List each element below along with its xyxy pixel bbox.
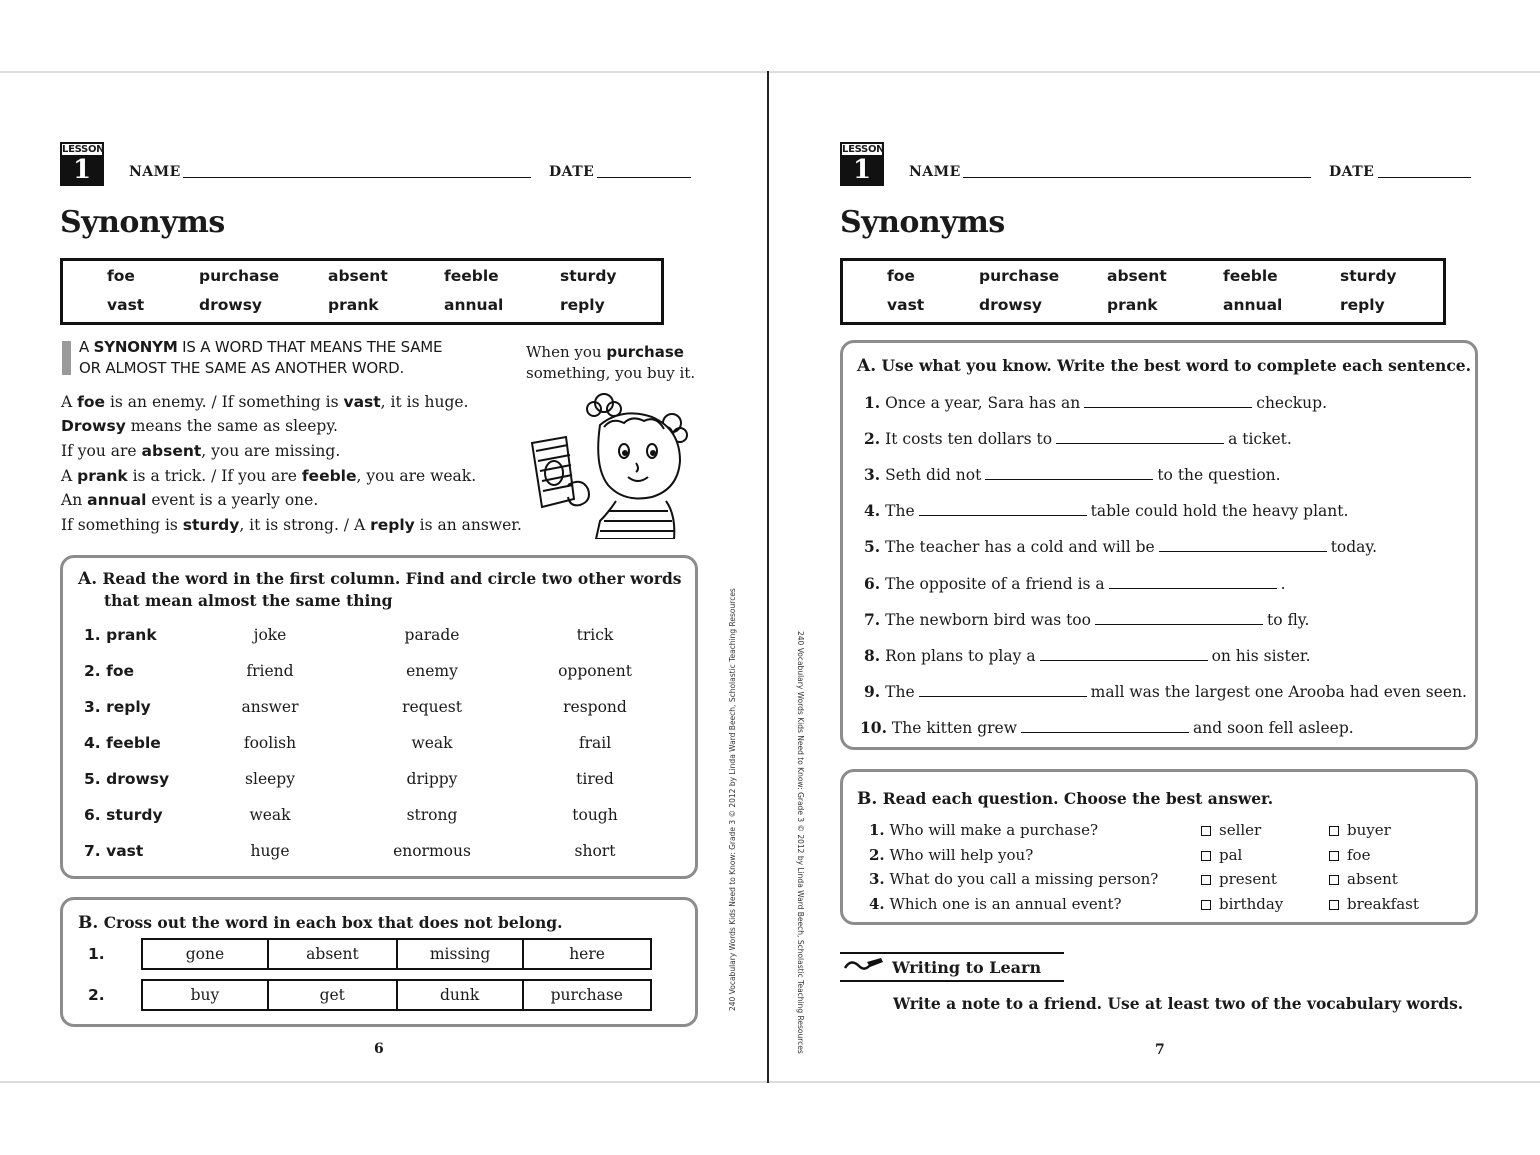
sentence-item: 9. The mall was the largest one Arooba had even seen. xyxy=(864,682,1467,701)
date-label: DATE xyxy=(1329,164,1375,180)
answer-option[interactable]: breakfast xyxy=(1329,895,1419,913)
word-choice[interactable]: parade xyxy=(404,626,460,644)
question-item: 3. What do you call a missing person? xyxy=(869,870,1159,888)
page-title: Synonyms xyxy=(840,205,1005,240)
word-box-word: drowsy xyxy=(199,296,263,314)
row-word: 1. prank xyxy=(84,626,157,644)
word-box-word: prank xyxy=(1107,296,1158,314)
answer-option[interactable]: pal xyxy=(1201,846,1242,864)
word-choice[interactable]: opponent xyxy=(558,662,632,680)
word-choice[interactable]: request xyxy=(402,698,462,716)
sentence-item: 8. Ron plans to play a on his sister. xyxy=(864,646,1311,665)
cross-out-word[interactable]: dunk xyxy=(397,980,523,1010)
checkbox-icon[interactable] xyxy=(1329,851,1339,861)
question-item: 1. Who will make a purchase? xyxy=(869,821,1098,839)
answer-blank[interactable] xyxy=(919,686,1087,697)
date-field[interactable] xyxy=(597,177,691,178)
name-field[interactable] xyxy=(963,177,1311,178)
name-label: NAME xyxy=(909,164,961,180)
answer-option[interactable]: seller xyxy=(1201,821,1261,839)
row-word: 2. foe xyxy=(84,662,134,680)
answer-blank[interactable] xyxy=(1040,650,1208,661)
definition-line: An annual event is a yearly one. xyxy=(61,491,319,509)
row-number: 2. xyxy=(88,986,105,1004)
definition-line: If something is sturdy, it is strong. / A reply is an answer. xyxy=(61,516,522,534)
answer-blank[interactable] xyxy=(919,505,1087,516)
section-a-heading: A. Use what you know. Write the best word to complete each sentence. xyxy=(857,356,1472,376)
date-field[interactable] xyxy=(1378,177,1471,178)
answer-blank[interactable] xyxy=(1084,397,1252,408)
cross-out-word[interactable]: get xyxy=(268,980,397,1010)
word-choice[interactable]: respond xyxy=(563,698,627,716)
cross-out-word[interactable]: purchase xyxy=(523,980,651,1010)
word-choice[interactable]: frail xyxy=(578,734,612,752)
word-choice[interactable]: enormous xyxy=(393,842,471,860)
word-box-word: vast xyxy=(887,296,925,314)
row-word: 4. feeble xyxy=(84,734,161,752)
word-choice[interactable]: short xyxy=(574,842,616,860)
word-box-word: drowsy xyxy=(979,296,1043,314)
page-number: 6 xyxy=(374,1041,384,1057)
cross-out-box xyxy=(141,979,652,1011)
answer-option[interactable]: absent xyxy=(1329,870,1398,888)
name-label: NAME xyxy=(129,164,181,180)
checkbox-icon[interactable] xyxy=(1329,900,1339,910)
word-choice[interactable]: enemy xyxy=(406,662,458,680)
word-box-word: foe xyxy=(107,267,135,285)
word-box-word: reply xyxy=(1340,296,1385,314)
synonym-definition: A SYNONYM IS A WORD THAT MEANS THE SAME OR ALMOST THE SAME AS ANOTHER WORD. xyxy=(79,338,443,377)
lesson-badge xyxy=(60,142,104,186)
lesson-label: LESSON xyxy=(62,144,105,155)
section-a-heading: A. Read the word in the first column. Find and circle two other words that mean almost the same thing xyxy=(78,569,682,610)
definition-line: A foe is an enemy. / If something is vast, it is huge. xyxy=(61,393,469,411)
lesson-badge xyxy=(840,142,884,186)
word-box-word: reply xyxy=(560,296,605,314)
writing-title: Writing to Learn xyxy=(892,958,1042,977)
word-box-word: sturdy xyxy=(560,267,617,285)
answer-blank[interactable] xyxy=(1109,578,1277,589)
row-number: 1. xyxy=(88,945,105,963)
word-choice[interactable]: huge xyxy=(250,842,290,860)
definition-line: If you are absent, you are missing. xyxy=(61,442,341,460)
row-word: 6. sturdy xyxy=(84,806,163,824)
word-box-word: feeble xyxy=(444,267,499,285)
left-page xyxy=(0,71,767,1083)
answer-option[interactable]: buyer xyxy=(1329,821,1391,839)
name-field[interactable] xyxy=(183,177,531,178)
row-word: 5. drowsy xyxy=(84,770,170,788)
side-credit: 240 Vocabulary Words Kids Need to Know: Grade 3 © 2012 by Linda Ward Beech, Scholastic Teaching Resources xyxy=(728,588,737,1011)
date-label: DATE xyxy=(549,164,595,180)
sentence-item: 10. The kitten grew and soon fell asleep. xyxy=(860,718,1354,737)
right-page xyxy=(769,71,1540,1083)
page-title: Synonyms xyxy=(60,205,225,240)
row-word: 7. vast xyxy=(84,842,144,860)
answer-blank[interactable] xyxy=(1159,541,1327,552)
writing-rule-bottom xyxy=(840,980,1064,982)
word-choice[interactable]: sleepy xyxy=(245,770,295,788)
sentence-item: 5. The teacher has a cold and will be today. xyxy=(864,537,1378,556)
word-box-word: annual xyxy=(444,296,504,314)
word-choice[interactable]: drippy xyxy=(406,770,458,788)
word-box-word: purchase xyxy=(199,267,280,285)
word-box-word: foe xyxy=(887,267,915,285)
word-box-word: annual xyxy=(1223,296,1283,314)
sentence-item: 7. The newborn bird was too to fly. xyxy=(864,610,1310,629)
definition-marker-bar xyxy=(62,341,71,375)
sentence-item: 3. Seth did not to the question. xyxy=(864,465,1281,484)
purchase-caption: When you purchase something, you buy it. xyxy=(526,343,696,382)
word-choice[interactable]: friend xyxy=(246,662,294,680)
page-number: 7 xyxy=(1155,1042,1165,1058)
checkbox-icon[interactable] xyxy=(1201,851,1211,861)
sentence-item: 1. Once a year, Sara has an checkup. xyxy=(864,393,1328,412)
answer-blank[interactable] xyxy=(1021,722,1189,733)
word-choice[interactable]: weak xyxy=(411,734,453,752)
definition-line: A prank is a trick. / If you are feeble, you are weak. xyxy=(61,467,477,485)
sentence-item: 4. The table could hold the heavy plant. xyxy=(864,501,1349,520)
sentence-item: 6. The opposite of a friend is a . xyxy=(864,574,1286,593)
word-choice[interactable]: weak xyxy=(249,806,291,824)
answer-blank[interactable] xyxy=(1056,433,1224,444)
checkbox-icon[interactable] xyxy=(1329,826,1339,836)
cross-out-box xyxy=(141,938,652,970)
checkbox-icon[interactable] xyxy=(1201,826,1211,836)
lesson-label: LESSON xyxy=(842,144,885,155)
word-box-word: absent xyxy=(1107,267,1167,285)
answer-blank[interactable] xyxy=(985,469,1153,480)
cross-out-word[interactable]: buy xyxy=(142,980,268,1010)
answer-option[interactable]: birthday xyxy=(1201,895,1283,913)
word-box-word: vast xyxy=(107,296,145,314)
word-choice[interactable]: joke xyxy=(253,626,287,644)
cross-out-word[interactable]: gone xyxy=(142,939,268,969)
word-choice[interactable]: strong xyxy=(406,806,458,824)
word-choice[interactable]: tough xyxy=(572,806,618,824)
lesson-number: 1 xyxy=(842,156,882,185)
lesson-number: 1 xyxy=(62,156,102,185)
word-box-word: purchase xyxy=(979,267,1060,285)
answer-option[interactable]: foe xyxy=(1329,846,1370,864)
cross-out-word[interactable]: missing xyxy=(397,939,523,969)
word-box-word: prank xyxy=(328,296,379,314)
word-choice[interactable]: tired xyxy=(576,770,614,788)
word-choice[interactable]: foolish xyxy=(243,734,297,752)
row-word: 3. reply xyxy=(84,698,151,716)
sentence-item: 2. It costs ten dollars to a ticket. xyxy=(864,429,1292,448)
word-box-word: sturdy xyxy=(1340,267,1397,285)
girl-holding-money-illustration xyxy=(512,389,694,539)
cross-out-word[interactable]: here xyxy=(523,939,651,969)
definition-line: Drowsy means the same as sleepy. xyxy=(61,417,338,435)
writing-rule-top xyxy=(840,952,1064,954)
side-credit: 240 Vocabulary Words Kids Need to Know: Grade 3 © 2012 by Linda Ward Beech, Scholastic Teaching Resources xyxy=(796,631,805,1054)
word-choice[interactable]: answer xyxy=(241,698,299,716)
question-item: 4. Which one is an annual event? xyxy=(869,895,1122,913)
word-box-word: absent xyxy=(328,267,388,285)
checkbox-icon[interactable] xyxy=(1201,900,1211,910)
section-b-heading: B. Cross out the word in each box that does not belong. xyxy=(78,913,563,933)
cross-out-word[interactable]: absent xyxy=(268,939,397,969)
writing-prompt: Write a note to a friend. Use at least two of the vocabulary words. xyxy=(893,994,1464,1013)
word-box-word: feeble xyxy=(1223,267,1278,285)
pencil-icon xyxy=(843,956,885,976)
answer-blank[interactable] xyxy=(1095,614,1263,625)
word-choice[interactable]: trick xyxy=(576,626,614,644)
checkbox-icon[interactable] xyxy=(1201,875,1211,885)
answer-option[interactable]: present xyxy=(1201,870,1277,888)
checkbox-icon[interactable] xyxy=(1329,875,1339,885)
question-item: 2. Who will help you? xyxy=(869,846,1034,864)
section-b-heading: B. Read each question. Choose the best answer. xyxy=(857,789,1274,809)
